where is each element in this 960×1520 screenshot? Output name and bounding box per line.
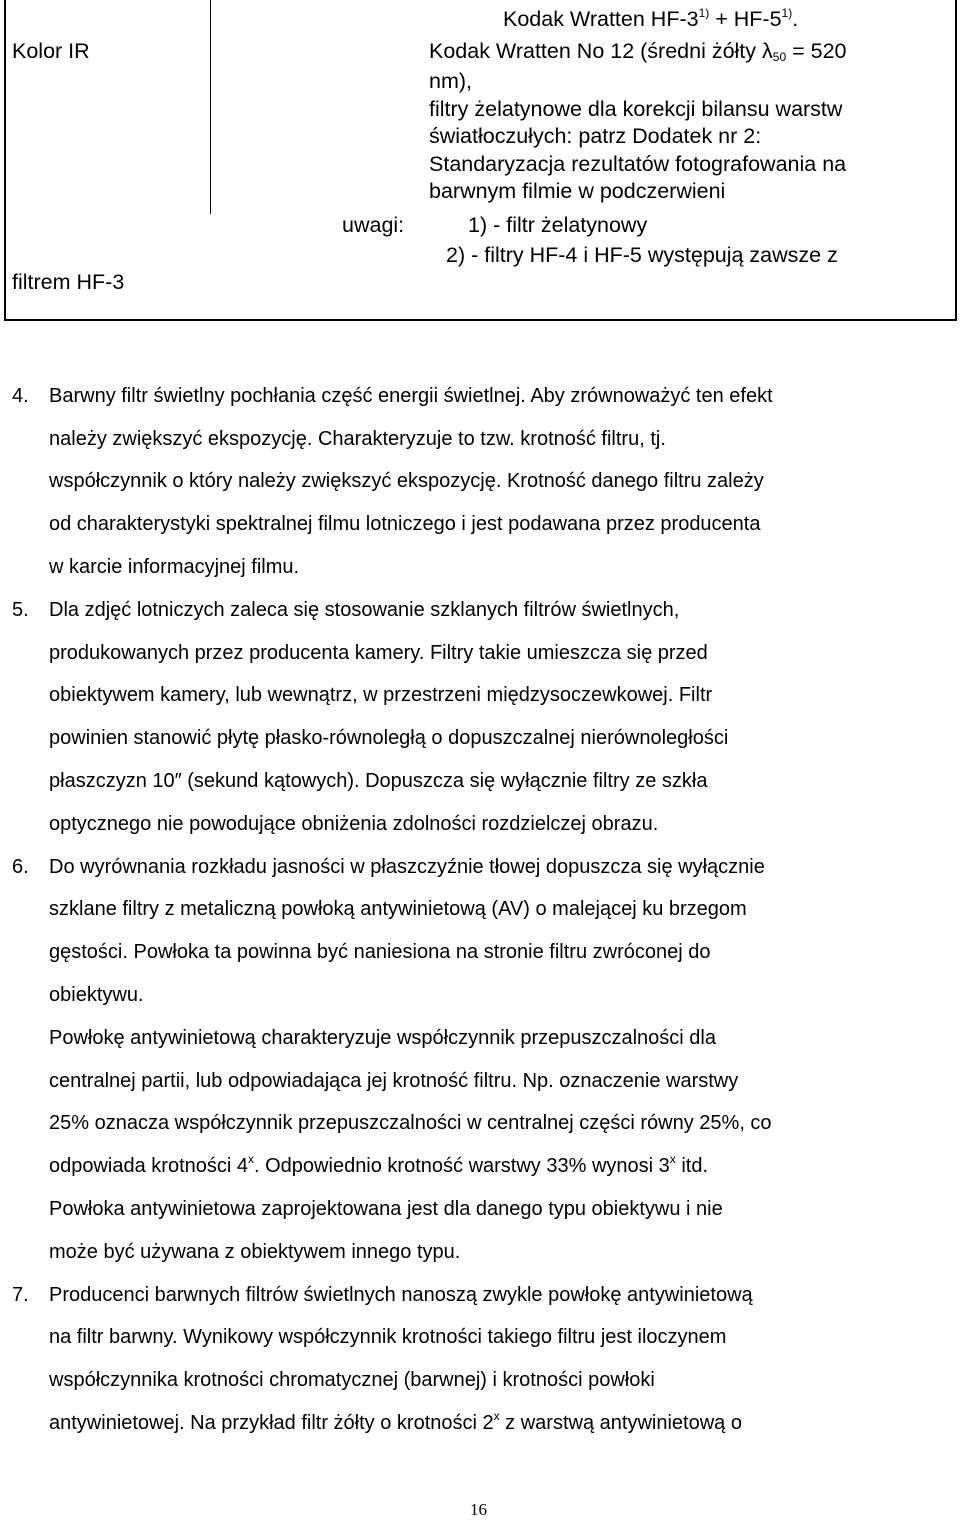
paragraph-line: szklane filtry z metaliczną powłoką antywinietową (AV) o malejącej ku brzegom xyxy=(49,898,747,920)
paragraph-line: Powłokę antywinietową charakteryzuje współczynnik przepuszczalności dla xyxy=(49,1027,716,1049)
paragraph-line: antywinietowej. Na przykład filtr żółty o krotności 2$^x$ z warstwą antywinietową o xyxy=(49,1409,742,1434)
paragraph-line: odpowiada krotności 4$^x$. Odpowiednio krotność warstwy 33% wynosi 3$^x$ itd. xyxy=(49,1152,709,1177)
paragraph-line: należy zwiększyć ekspozycję. Charakteryzuje to tzw. krotność filtru, tj. xyxy=(49,428,666,450)
paragraph-number: 7. xyxy=(12,1284,29,1306)
paragraph-line: 25% oznacza współczynnik przepuszczalności w centralnej części równy 25%, co xyxy=(49,1112,772,1134)
table-cell-filter-line: Kodak Wratten No 12 (średni żółty $\lambda_{50} = 520$ xyxy=(429,39,847,64)
note-1: 1) - filtr żelatynowy xyxy=(468,213,648,237)
paragraph-line: powinien stanowić płytę płasko-równoległą o dopuszczalnej nierównoległości xyxy=(49,727,729,749)
paragraph-line: płaszczyzn 10″ (sekund kątowych). Dopuszcza się wyłącznie filtry ze szkła xyxy=(49,770,708,792)
paragraph-line: optycznego nie powodujące obniżenia zdolności rozdzielczej obrazu. xyxy=(49,813,659,835)
paragraph-line: od charakterystyki spektralnej filmu lotniczego i jest podawana przez producenta xyxy=(49,513,761,535)
paragraph-line: gęstości. Powłoka ta powinna być naniesiona na stronie filtru zwróconej do xyxy=(49,941,711,963)
paragraph-line: współczynnika krotności chromatycznej (barwnej) i krotności powłoki xyxy=(49,1369,655,1391)
paragraph-line: obiektywem kamery, lub wewnątrz, w przestrzeni międzysoczewkowej. Filtr xyxy=(49,684,713,706)
note-2-continuation: filtrem HF-3 xyxy=(12,270,125,294)
table-column-separator xyxy=(210,0,211,214)
paragraph-line: Barwny filtr świetlny pochłania część energii świetlnej. Aby zrównoważyć ten efekt xyxy=(49,385,773,407)
paragraph-line: współczynnik o który należy zwiększyć ekspozycję. Krotność danego filtru zależy xyxy=(49,470,764,492)
table-cell-film-type: Kolor IR xyxy=(12,39,90,63)
paragraph-number: 4. xyxy=(12,385,29,407)
notes-label: uwagi: xyxy=(342,213,405,237)
paragraph-number: 5. xyxy=(12,599,29,621)
table-cell-filter-line: nm), xyxy=(429,69,472,93)
paragraph-line: Dla zdjęć lotniczych zaleca się stosowanie szklanych filtrów świetlnych, xyxy=(49,599,680,621)
paragraph-line: obiektywu. xyxy=(49,984,144,1006)
table-cell-filter-line: filtry żelatynowe dla korekcji bilansu warstw xyxy=(429,97,843,121)
paragraph-line: może być używana z obiektywem innego typu. xyxy=(49,1241,461,1263)
paragraph-line: produkowanych przez producenta kamery. Filtry takie umieszcza się przed xyxy=(49,642,708,664)
paragraph-line: centralnej partii, lub odpowiadająca jej krotność filtru. Np. oznaczenie warstwy xyxy=(49,1070,739,1092)
note-2: 2) - filtry HF-4 i HF-5 występują zawsze z xyxy=(446,243,838,267)
page-number: 16 xyxy=(470,1500,487,1519)
paragraph-number: 6. xyxy=(12,856,29,878)
paragraph-line: na filtr barwny. Wynikowy współczynnik krotności takiego filtru jest iloczynem xyxy=(49,1326,727,1348)
paragraph-line: w karcie informacyjnej filmu. xyxy=(49,556,300,578)
paragraph-line: Do wyrównania rozkładu jasności w płaszczyźnie tłowej dopuszcza się wyłącznie xyxy=(49,856,765,878)
paragraph-line: Powłoka antywinietowa zaprojektowana jest dla danego typu obiektywu i nie xyxy=(49,1198,723,1220)
table-cell-filter-line: Standaryzacja rezultatów fotografowania na xyxy=(429,152,847,176)
paragraph-line: Producenci barwnych filtrów świetlnych nanoszą zwykle powłokę antywinietową xyxy=(49,1284,753,1306)
table-cell-filter-line: barwnym filmie w podczerwieni xyxy=(429,179,726,203)
table-cell-filters-row0: Kodak Wratten $HF-3^{1)} + HF-5^{1)}$. xyxy=(503,6,799,31)
table-cell-filter-line: światłoczułych: patrz Dodatek nr 2: xyxy=(429,124,762,148)
